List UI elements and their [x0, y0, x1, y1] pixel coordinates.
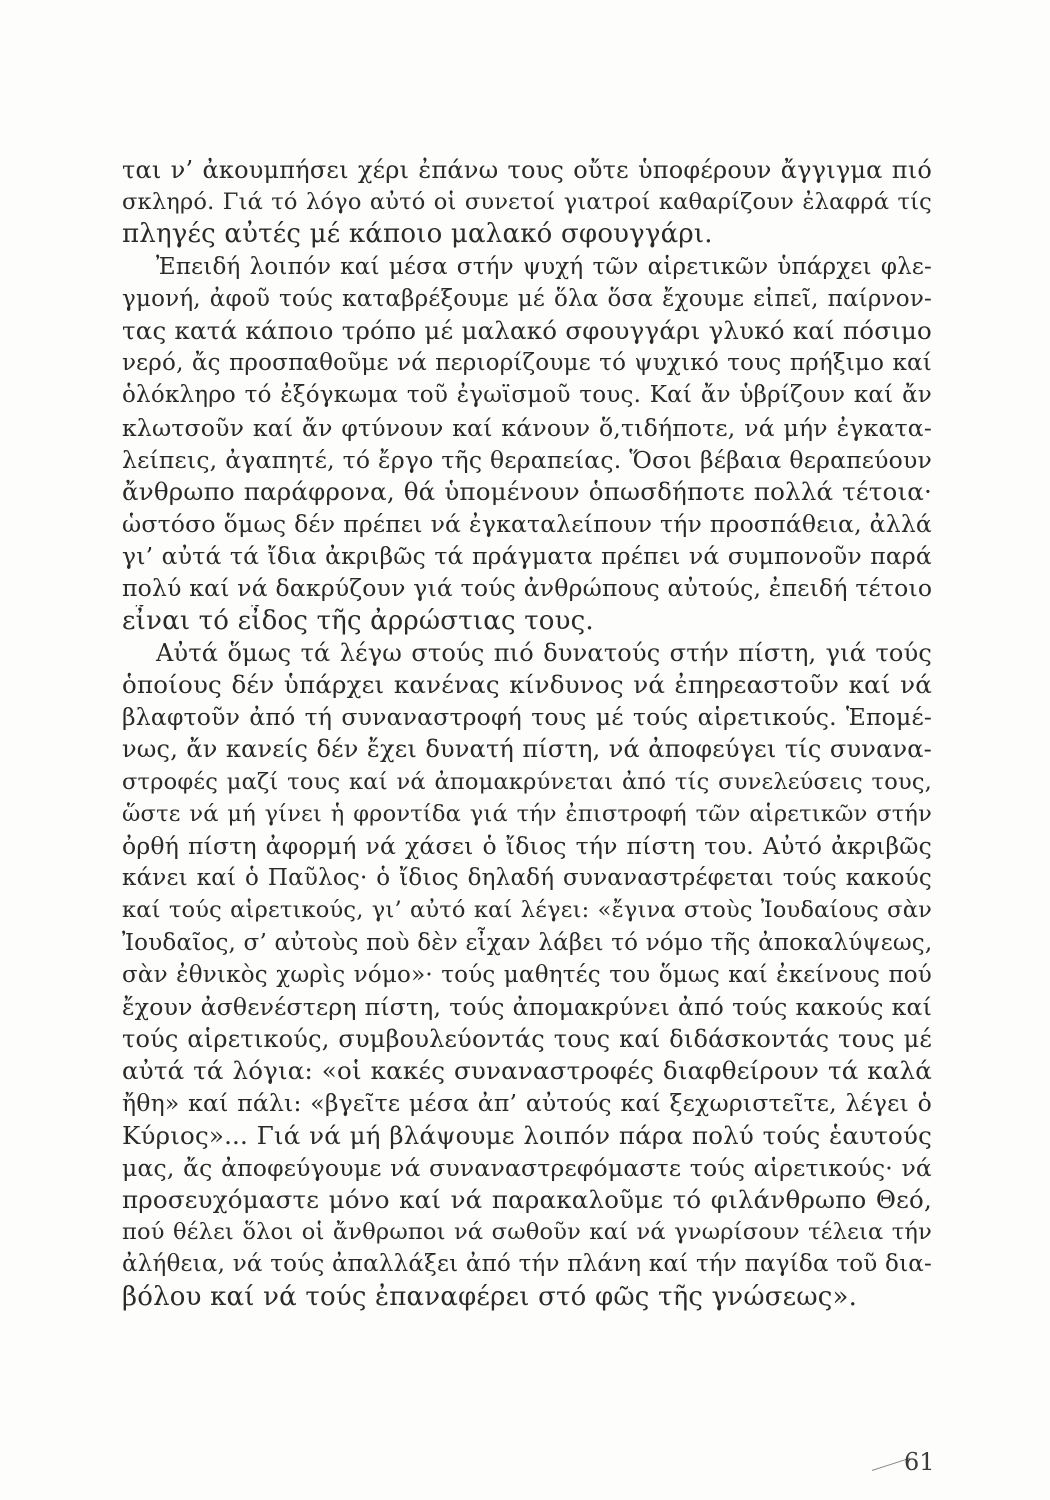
text-line: στροφές μαζί τους καί νά ἀπομακρύνεται ἀπό τίς συνελεύσεις τους, — [122, 768, 932, 795]
text-line: τούς αἱρετικούς, συμβουλεύοντάς τους καί διδάσκοντάς τους μέ — [122, 1025, 932, 1054]
text-line: αὐτά τά λόγια: «οἱ κακές συναναστροφές διαφθείρουν τά καλά — [122, 1056, 932, 1086]
text-line: πολύ καί νά δακρύζουν γιά τούς ἀνθρώπους αὐτούς, ἐπειδή τέτοιο — [122, 574, 932, 603]
text-line: ἔχουν ἀσθενέστερη πίστη, τούς ἀπομακρύνει ἀπό τούς κακούς καί — [122, 992, 932, 1021]
text-line: νως, ἄν κανείς δέν ἔχει δυνατή πίστη, νά ἀποφεύγει τίς συνανα- — [122, 735, 932, 764]
text-line: βόλου καί νά τούς ἐπαναφέρει στό φῶς τῆς γνώσεως». — [122, 1281, 858, 1312]
text-line: ὁλόκληρο τό ἐξόγκωμα τοῦ ἐγωϊσμοῦ τους. Καί ἄν ὑβρίζουν καί ἄν — [122, 382, 932, 409]
text-line: βλαφτοῦν ἀπό τή συναναστροφή τους μέ τούς αἱρετικούς. Ἑπομέ- — [122, 703, 932, 732]
text-line: Ἐπειδή λοιπόν καί μέσα στήν ψυχή τῶν αἱρετικῶν ὑπάρχει φλε- — [156, 253, 932, 280]
text-line: Κύριος»... Γιά νά μή βλάψουμε λοιπόν πάρα πολύ τούς ἑαυτούς — [122, 1120, 932, 1150]
text-line: ὀρθή πίστη ἀφορμή νά χάσει ὁ ἴδιος τήν πίστη του. Αὐτό ἀκριβῶς — [122, 831, 932, 860]
text-line: καί τούς αἱρετικούς, γι’ αὐτό καί λέγει: «ἔγινα στοὺς Ἰουδαίους σὰν — [122, 897, 932, 924]
text-line: ὡστόσο ὅμως δέν πρέπει νά ἐγκαταλείπουν τήν προσπάθεια, ἀλλά — [122, 510, 932, 539]
text-line: μας, ἄς ἀποφεύγουμε νά συναναστρεφόμαστε τούς αἱρετικούς· νά — [122, 1153, 932, 1182]
page-number: 61 — [904, 1448, 935, 1476]
text-line: κάνει καί ὁ Παῦλος· ὁ ἴδιος δηλαδή συναναστρέφεται τούς κακούς — [122, 865, 932, 892]
text-line: σκληρό. Γιά τό λόγο αὐτό οἱ συνετοί γιατροί καθαρίζουν ἐλαφρά τίς — [122, 189, 932, 216]
text-line: πού θέλει ὅλοι οἱ ἄνθρωποι νά σωθοῦν καί νά γνωρίσουν τέλεια τήν — [122, 1219, 932, 1246]
body-text — [122, 154, 932, 1313]
text-line: γμονή, ἀφοῦ τούς καταβρέξουμε μέ ὅλα ὅσα ἔχουμε εἰπεῖ, παίρνον- — [122, 285, 932, 312]
text-line: γι’ αὐτά τά ἴδια ἀκριβῶς τά πράγματα πρέπει νά συμπονοῦν παρά — [122, 542, 932, 571]
text-line: λείπεις, ἀγαπητέ, τό ἔργο τῆς θεραπείας. Ὅσοι βέβαια θεραπεύουν — [122, 445, 932, 474]
text-line: ἀλήθεια, νά τούς ἀπαλλάξει ἀπό τήν πλάνη καί τήν παγίδα τοῦ δια- — [122, 1251, 932, 1278]
text-line: προσευχόμαστε μόνο καί νά παρακαλοῦμε τό φιλάνθρωπο Θεό, — [122, 1185, 932, 1214]
text-line: ται ν’ ἀκουμπήσει χέρι ἐπάνω τους οὔτε ὑποφέρουν ἄγγιγμα πιό — [122, 156, 932, 184]
text-line: νερό, ἄς προσπαθοῦμε νά περιορίζουμε τό ψυχικό τους πρήξιμο καί — [122, 350, 932, 377]
text-line: Ἰουδαῖος, σ’ αὐτοὺς ποὺ δὲν εἶχαν λάβει τό νόμο τῆς ἀποκαλύψεως, — [122, 929, 932, 956]
text-line: ὁποίους δέν ὑπάρχει κανένας κίνδυνος νά ἐπηρεαστοῦν καί νά — [122, 670, 932, 699]
text-line: τας κατά κάποιο τρόπο μέ μαλακό σφουγγάρι γλυκό καί πόσιμο — [122, 315, 932, 345]
text-line: ἄνθρωπο παράφρονα, θά ὑπομένουν ὁπωσδήποτε πολλά τέτοια· — [122, 476, 932, 506]
text-line: σὰν ἐθνικὸς χωρὶς νόμο»· τούς μαθητές του ὅμως καί ἐκείνους πού — [122, 961, 932, 988]
text-line: κλωτσοῦν καί ἄν φτύνουν καί κάνουν ὅ,τιδήποτε, νά μήν ἐγκατα- — [122, 413, 932, 442]
text-line: εἶναι τό εἶδος τῆς ἀρρώστιας τους. — [122, 605, 594, 636]
text-line: ὥστε νά μή γίνει ἡ φροντίδα γιά τήν ἐπιστροφή τῶν αἱρετικῶν στήν — [122, 800, 932, 827]
text-line: πληγές αὐτές μέ κάποιο μαλακό σφουγγάρι. — [122, 219, 713, 250]
text-line: Αὐτά ὅμως τά λέγω στούς πιό δυνατούς στήν πίστη, γιά τούς — [156, 638, 932, 667]
text-line: ἤθη» καί πάλι: «βγεῖτε μέσα ἀπ’ αὐτούς καί ξεχωριστεῖτε, λέγει ὁ — [122, 1089, 932, 1118]
